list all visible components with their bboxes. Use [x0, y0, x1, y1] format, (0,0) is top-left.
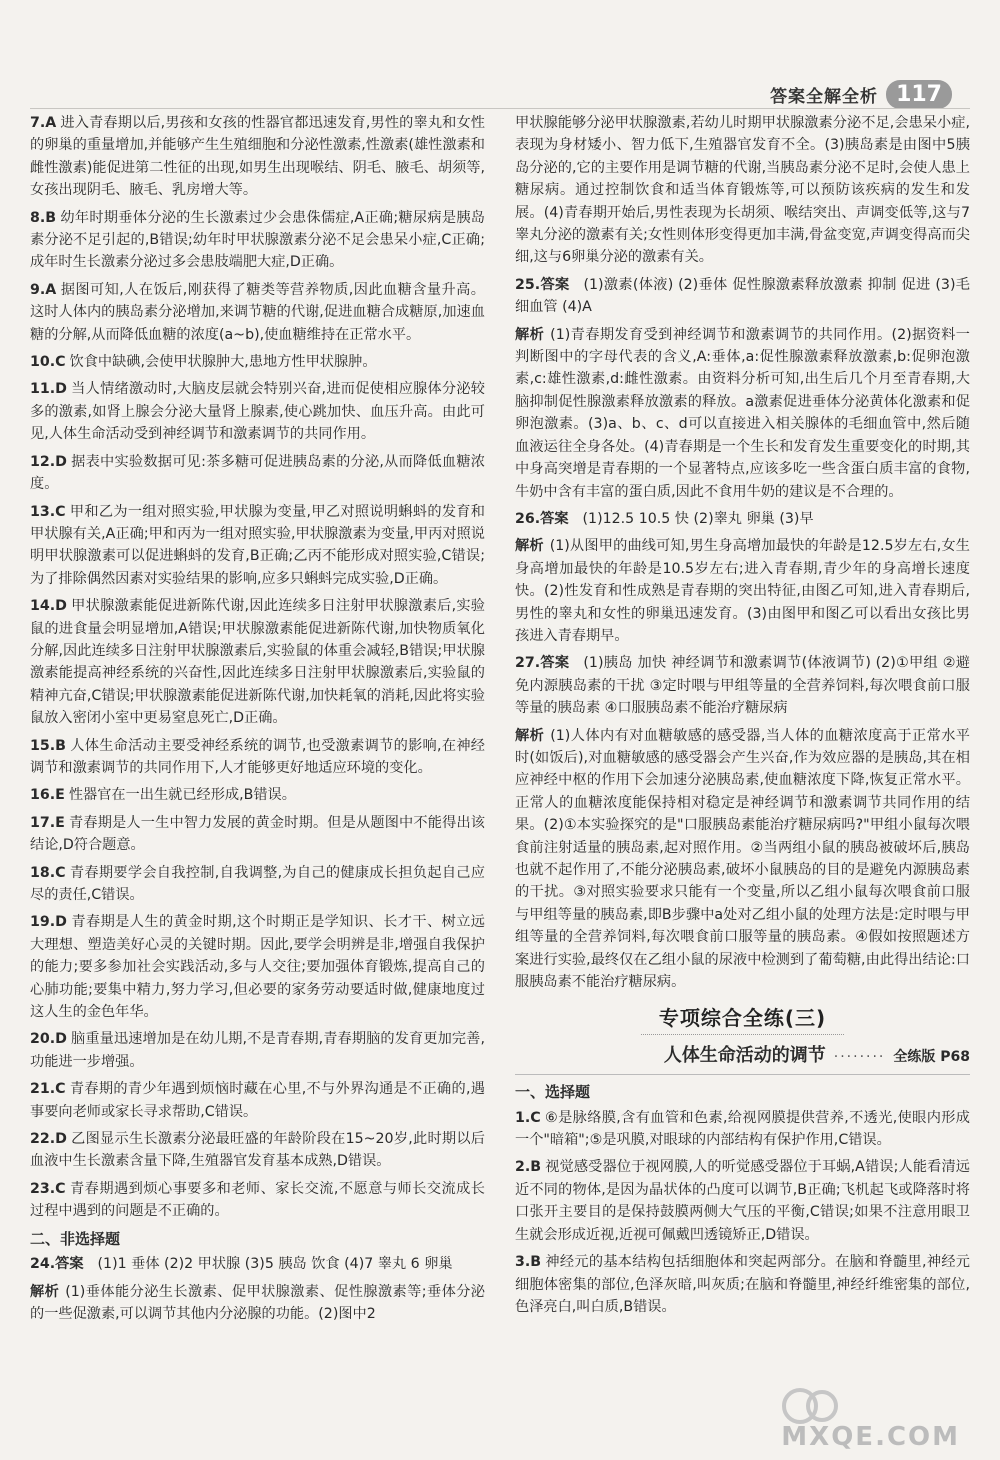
question-number: 10.C: [30, 354, 66, 371]
left-question: [30, 351, 485, 373]
question-number: 23.C: [30, 1180, 66, 1197]
question-explanation: 据表中实验数据可见:茶多糖可促进胰岛素的分泌,从而降低血糖浓度。: [30, 453, 485, 493]
section-heading-nonchoice: 二、非选择题: [30, 1229, 121, 1248]
question-number: 20.D: [30, 1031, 67, 1048]
q25-analysis-label: 解析: [515, 326, 545, 343]
question-number: 12.D: [30, 453, 67, 470]
right-entries: [515, 1107, 970, 1319]
special-section-topic: 人体生命活动的调节: [663, 1044, 826, 1066]
q27-analysis: (1)人体内有对血糖敏感的感受器,当人体的血糖浓度高于正常水平时(如饭后),对血糖敏感的感受器会产生兴奋,作为效应器的是胰岛,其在相应神经中枢的作用下会加速分泌胰岛素,使血糖浓度下降,恢复正常水平。正常人的血糖浓度能保持相对稳定是神经调节和激素调节共同作用的结果。(2)①本实验探究的是"口服胰岛素能治疗糖尿病吗?"甲组小鼠每次喂食前注射适量的胰岛素,起对照作用。②当两组小鼠的胰岛被破坏后,胰岛也就不起作用了,不能分泌胰岛素,破坏小鼠胰岛的目的是避免内源胰岛素的干扰。③对照实验要求只能有一个变量,所以乙组小鼠每次喂食前口服与甲组等量的胰岛素,即B步骤中a处对乙组小鼠的处理方法是:定时喂与甲组等量的全营养饲料,每次喂食前口服等量的胰岛素。④假如按照题述方案进行实验,最终仅在乙组小鼠的尿液中检测到了葡萄糖,由此得出结论:口服胰岛素不能治疗糖尿病。: [515, 727, 970, 991]
header-title: 答案全解全析: [770, 87, 879, 107]
header-divider: [30, 108, 970, 109]
question-explanation: 脑重量迅速增加是在幼儿期,不是青春期,青春期脑的发育更加完善,功能进一步增强。: [30, 1031, 485, 1070]
q26-number: 26.答案: [515, 510, 569, 527]
question-explanation: 进入青春期以后,男孩和女孩的性器官都迅速发育,男性的睾丸和女性的卵巢的重量增加,并能够产生生殖细胞和分泌性激素,性激素(雄性激素和雌性激素)能促进第二性征的出现,如男生出现喉结、阴毛、腋毛、胡须等,女孩出现阴毛、腋毛、乳房增大等。: [30, 115, 485, 199]
question-explanation: 据图可知,人在饭后,刚获得了糖类等营养物质,因此血糖含量升高。这时人体内的胰岛素分泌增加,来调节糖的代谢,促进血糖合成糖原,加速血糖的分解,从而降低血糖的浓度(a~b),使血糖维持在正常水平。: [30, 281, 485, 343]
q24-number: 24.答案: [30, 1256, 84, 1273]
question-number: 21.C: [30, 1081, 66, 1098]
section-divider: [515, 1074, 970, 1075]
question-number: 8.B: [30, 209, 57, 226]
question-number: 15.B: [30, 737, 66, 754]
question-explanation: 青春期遇到烦心事要多和老师、家长交流,不愿意与师长交流成长过程中遇到的问题是不正确的。: [30, 1180, 485, 1220]
question-explanation: 当人情绪激动时,大脑皮层就会特别兴奋,进而促使相应腺体分泌较多的激素,如肾上腺会分泌大量肾上腺素,使心跳加快、血压升高。由此可见,人体生命活动受到神经调节和激素调节的共同作用。: [30, 381, 485, 443]
left-question: [30, 1078, 485, 1123]
question-explanation: 神经元的基本结构包括细胞体和突起两部分。在脑和脊髓里,神经元细胞体密集的部位,色泽灰暗,叫灰质;在脑和脊髓里,神经纤维密集的部位,色泽亮白,叫白质,B错误。: [515, 1254, 970, 1315]
page-header: [770, 80, 952, 109]
q26-analysis: (1)从图甲的曲线可知,男生身高增加最快的年龄是12.5岁左右,女生身高增加最快的年龄是10.5岁左右;进入青春期,青少年的身高增长速度快。(2)性发育和性成熟是青春期的突出特征,由图乙可知,进入青春期后,男性的睾丸和女性的卵巢迅速发育。(3)由图甲和图乙可以看出女孩比男孩进入青春期早。: [515, 538, 970, 644]
left-question: [30, 501, 485, 591]
question-explanation: 饮食中缺碘,会使甲状腺肿大,患地方性甲状腺肿。: [69, 354, 377, 371]
q25-answer: (1)激素(体液) (2)垂体 促性腺激素释放激素 抑制 促进 (3)毛细血管 (4)A: [515, 276, 970, 316]
left-question: [30, 1128, 485, 1173]
question-explanation: 视觉感受器位于视网膜,人的听觉感受器位于耳蜗,A错误;人能看清远近不同的物体,是因为晶状体的凸度可以调节,B正确;飞机起飞或降落时将口张开主要目的是保持鼓膜两侧大气压的平衡,C错误;如果不注意用眼卫生就会形成近视,近视可佩戴凹透镜矫正,D错误。: [515, 1159, 970, 1243]
question-number: 22.D: [30, 1131, 67, 1148]
special-section-header: [515, 1007, 970, 1068]
watermark-logo-icon: [780, 1386, 840, 1426]
left-question: [30, 812, 485, 857]
right-question: [515, 1251, 970, 1318]
q26-analysis-label: 解析: [515, 538, 544, 555]
q27-analysis-block: [515, 725, 970, 994]
question-26: [515, 508, 970, 530]
question-explanation: 青春期的青少年遇到烦恼时藏在心里,不与外界沟通是不正确的,遇事要向老师或家长寻求帮助,C错误。: [30, 1081, 485, 1120]
question-explanation: 青春期是人生的黄金时期,这个时期正是学知识、长才干、树立远大理想、塑造美好心灵的关键时期。因此,要学会明辨是非,增强自我保护的能力;要多参加社会实践活动,多与人交往;要加强体育锻炼,提高自己的心肺功能;要集中精力,努力学习,但必要的家务劳动要适时做,健康地度过这人生的金色年华。: [30, 914, 485, 1021]
left-question: [30, 378, 485, 445]
left-question: [30, 1028, 485, 1073]
question-explanation: 青春期要学会自我控制,自我调整,为自己的健康成长担负起自己应尽的责任,C错误。: [30, 864, 485, 903]
left-question: [30, 279, 485, 346]
right-question: [515, 1107, 970, 1152]
left-question: [30, 911, 485, 1023]
question-27: [515, 652, 970, 719]
question-number: 11.D: [30, 381, 67, 398]
question-number: 3.B: [515, 1254, 542, 1271]
q24-analysis: (1)垂体能分泌生长激素、促甲状腺激素、促性腺激素等;垂体分泌的一些促激素,可以调节其他内分泌腺的功能。(2)图中2: [30, 1283, 485, 1322]
left-column: [30, 112, 485, 1330]
left-entries: [30, 112, 485, 1223]
watermark: [780, 1382, 960, 1452]
leader-dots: ········: [833, 1048, 886, 1065]
q26-answer: (1)12.5 10.5 快 (2)睾丸 卵巢 (3)早: [582, 510, 814, 527]
watermark-text: MXQE.COM: [781, 1422, 960, 1452]
question-explanation: 人体生命活动主要受神经系统的调节,也受激素调节的影响,在神经调节和激素调节的共同作用下,人才能够更好地适应环境的变化。: [30, 737, 485, 776]
question-explanation: 青春期是人一生中智力发展的黄金时期。但是从题图中不能得出该结论,D符合题意。: [30, 814, 485, 854]
right-column: [515, 112, 970, 1323]
q27-number: 27.答案: [515, 655, 570, 672]
special-section-subtitle: [515, 1045, 970, 1068]
left-question: [30, 451, 485, 496]
question-number: 9.A: [30, 281, 57, 298]
q24-analysis-label: 解析: [30, 1283, 60, 1300]
q27-answer: (1)胰岛 加快 神经调节和激素调节(体液调节) (2)①甲组 ②避免内源胰岛素的干扰 ③定时喂与甲组等量的全营养饲料,每次喂食前口服等量的胰岛素 ④口服胰岛素不能治疗糖尿病: [515, 655, 970, 717]
left-question: [30, 1178, 485, 1223]
question-number: 7.A: [30, 115, 57, 131]
question-explanation: 甲和乙为一组对照实验,甲状腺为变量,甲乙对照说明蝌蚪的发育和甲状腺有关,A正确;甲和丙为一组对照实验,甲状腺激素为变量,甲丙对照说明甲状腺激素可以促进蝌蚪的发育,B正确;乙丙不能形成对照实验,C错误;为了排除偶然因素对实验结果的影响,应多只蝌蚪完成实验,D正确。: [30, 503, 485, 587]
question-24: [30, 1253, 485, 1275]
q26-analysis-block: [515, 535, 970, 647]
question-number: 18.C: [30, 864, 66, 881]
q25-number: 25.答案: [515, 276, 570, 293]
left-question: [30, 784, 485, 806]
question-number: 17.E: [30, 814, 65, 831]
section-heading-choice: 一、选择题: [515, 1083, 591, 1102]
question-25: [515, 274, 970, 319]
question-explanation: 甲状腺激素能促进新陈代谢,因此连续多日注射甲状腺激素后,实验鼠的进食量会明显增加,A错误;甲状腺激素能促进新陈代谢,加快物质氧化分解,因此连续多日注射甲状腺激素后,实验鼠的体重会减轻,B错误;甲状腺激素能提高神经系统的兴奋性,因此连续多日注射甲状腺激素后,实验鼠的精神亢奋,C错误;甲状腺激素能促进新陈代谢,加快耗氧的消耗,因此将实验鼠放入密闭小室中更易窒息死亡,D正确。: [30, 598, 485, 727]
q24-continuation: 甲状腺能够分泌甲状腺激素,若幼儿时期甲状腺激素分泌不足,会患呆小症,表现为身材矮小、智力低下,生殖器官发育不全。(3)胰岛素是由图中5胰岛分泌的,它的主要作用是调节糖的代谢,当胰岛素分泌不足时,会使人患上糖尿病。通过控制饮食和适当体育锻炼等,可以预防该疾病的发生和发展。(4)青春期开始后,男性表现为长胡须、喉结突出、声调变低等,这与7睾丸分泌的激素有关;女性则体形变得更加丰满,骨盆变宽,声调变得高而尖细,这与6卵巢分泌的激素有关。: [515, 115, 970, 266]
q24-analysis-block: [30, 1281, 485, 1326]
special-section-title: 专项综合全练(三): [641, 1007, 844, 1034]
question-number: 13.C: [30, 503, 66, 520]
left-question: [30, 862, 485, 907]
question-explanation: 性器官在一出生就已经形成,B错误。: [68, 787, 296, 804]
question-number: 1.C: [515, 1109, 541, 1126]
q25-analysis-block: [515, 324, 970, 503]
right-question: [515, 1156, 970, 1246]
q24-answer: (1)1 垂体 (2)2 甲状腺 (3)5 胰岛 饮食 (4)7 睾丸 6 卵巢: [97, 1256, 453, 1273]
question-explanation: 幼年时期垂体分泌的生长激素过少会患侏儒症,A正确;糖尿病是胰岛素分泌不足引起的,B错误;幼年时甲状腺激素分泌不足会患呆小症,C正确;成年时生长激素分泌过多会患肢端肥大症,D正确。: [30, 209, 485, 271]
q27-analysis-label: 解析: [515, 727, 545, 744]
left-question: [30, 735, 485, 780]
page-reference: 全练版 P68: [893, 1048, 970, 1065]
question-number: 2.B: [515, 1159, 542, 1176]
q25-analysis: (1)青春期发育受到神经调节和激素调节的共同作用。(2)据资料一判断图中的字母代表的含义,A:垂体,a:促性腺激素释放激素,b:促卵泡激素,c:雄性激素,d:雌性激素。由资料分析可知,出生后几个月至青春期,大脑抑制促性腺激素释放激素的释放。a激素促进垂体分泌黄体化激素和促卵泡激素。(3)a、b、c、d可以直接进入相关腺体的毛细血管中,然后随血液运往全身各处。(4)青春期是一个生长和发育发生重要变化的时期,其中身高突增是青春期的一个显著特点,应该多吃一些含蛋白质丰富的食物,牛奶中含有丰富的蛋白质,因此不食用牛奶的建议是不合理的。: [515, 326, 970, 500]
question-number: 19.D: [30, 914, 67, 931]
left-question: [30, 595, 485, 729]
question-explanation: ⑥是脉络膜,含有血管和色素,给视网膜提供营养,不透光,使眼内形成一个"暗箱";⑤是巩膜,对眼球的内部结构有保护作用,C错误。: [515, 1109, 970, 1149]
question-number: 14.D: [30, 598, 67, 615]
question-explanation: 乙图显示生长激素分泌最旺盛的年龄阶段在15~20岁,此时期以后血液中生长激素含量下降,生殖器官发育基本成熟,D错误。: [30, 1131, 485, 1170]
left-question: [30, 112, 485, 202]
question-number: 16.E: [30, 787, 65, 804]
page-number: 117: [886, 80, 952, 109]
left-question: [30, 207, 485, 274]
